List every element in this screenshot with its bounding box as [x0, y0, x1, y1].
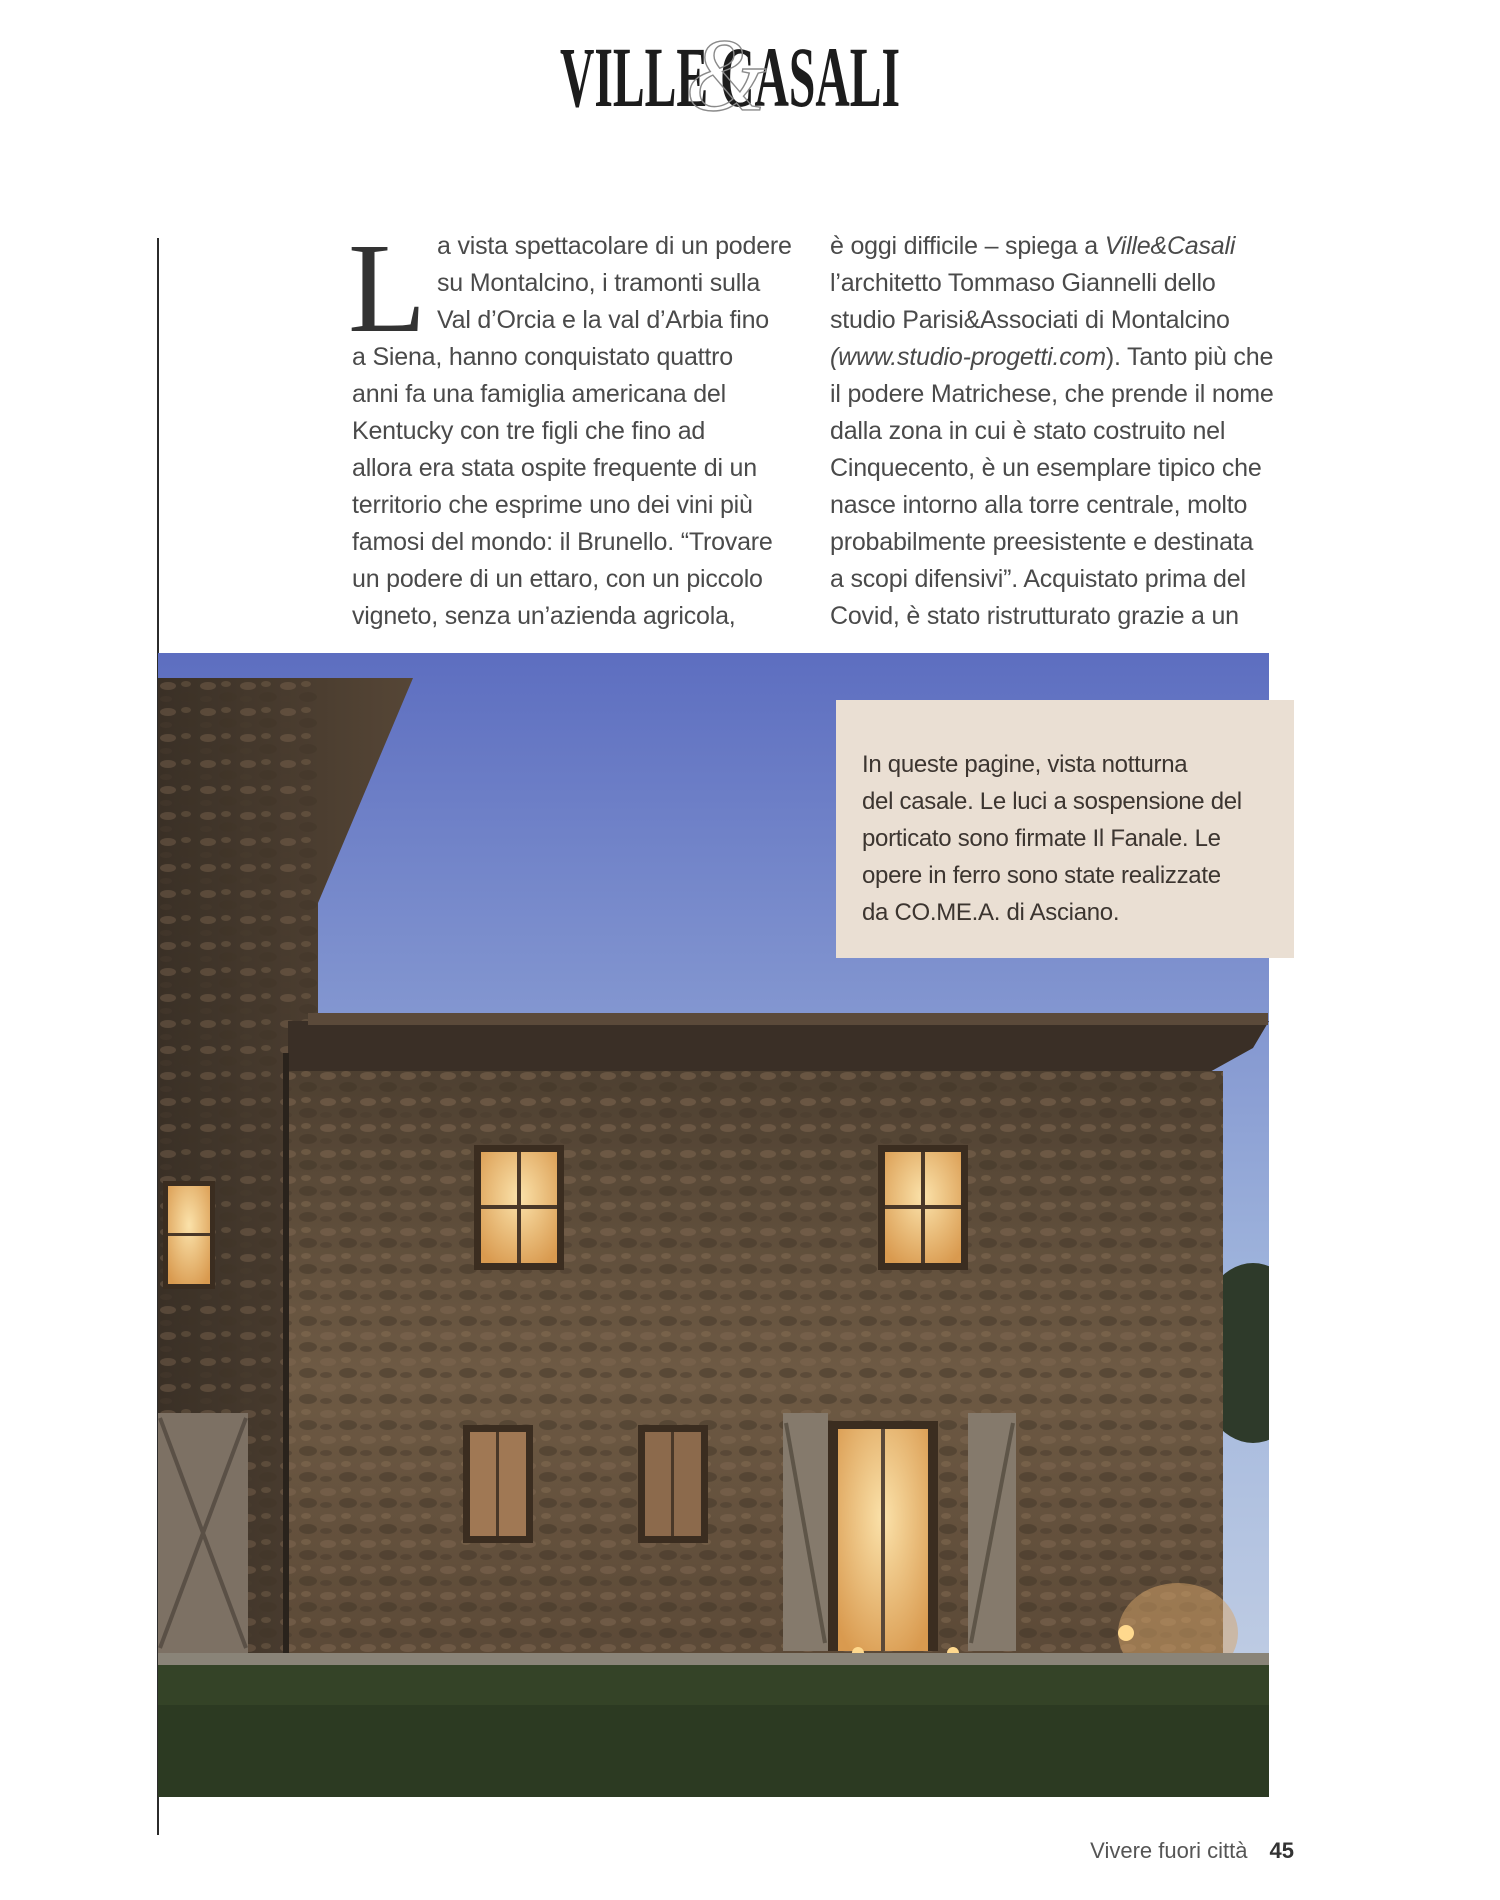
section-name: Vivere fuori città [1090, 1838, 1248, 1863]
article-line: famosi del mondo: il Brunello. “Trovare [352, 528, 773, 556]
caption-line: da CO.ME.A. di Asciano. [862, 899, 1120, 926]
caption-line: del casale. Le luci a sospensione del [862, 788, 1242, 815]
article-line: Kentucky con tre figli che fino ad [352, 417, 706, 445]
article-text: ). Tanto più che [1105, 343, 1274, 371]
article-column-left [352, 228, 812, 635]
svg-text:VILLE CASALI: VILLE CASALI [560, 29, 900, 124]
caption-line: porticato sono firmate Il Fanale. Le [862, 825, 1221, 852]
article-line: nasce intorno alla torre centrale, molto [830, 491, 1248, 519]
article-line: un podere di un ettaro, con un piccolo [352, 565, 763, 593]
masthead-logo-art [550, 14, 910, 124]
article-line: il podere Matrichese, che prende il nome [830, 380, 1274, 408]
website-link[interactable]: (www.studio-progetti.com [830, 343, 1106, 371]
masthead-logo [550, 14, 910, 124]
article-line: probabilmente preesistente e destinata [830, 528, 1254, 556]
article-line: dalla zona in cui è stato costruito nel [830, 417, 1226, 445]
article-line: Covid, è stato ristrutturato grazie a un [830, 602, 1239, 630]
article-line [830, 339, 1300, 376]
article-line: su Montalcino, i tramonti sulla [437, 269, 761, 297]
article-line: a vista spettacolare di un podere [437, 232, 792, 260]
article-line [830, 228, 1300, 265]
article-line: a scopi difensivi”. Acquistato prima del [830, 565, 1246, 593]
photo-caption-box [836, 700, 1294, 958]
drop-cap: L [348, 217, 427, 359]
caption-line: In queste pagine, vista notturna [862, 751, 1188, 778]
article-line: Cinquecento, è un esemplare tipico che [830, 454, 1262, 482]
caption-line: opere in ferro sono state realizzate [862, 862, 1221, 889]
article-line: anni fa una famiglia americana del [352, 380, 726, 408]
article-line: l’architetto Tommaso Giannelli dello [830, 269, 1216, 297]
article-line: studio Parisi&Associati di Montalcino [830, 306, 1230, 334]
article-line: allora era stata ospite frequente di un [352, 454, 757, 482]
article-line: territorio che esprime uno dei vini più [352, 491, 753, 519]
photo-caption [862, 746, 1266, 931]
article-text: è oggi difficile – spiega a [830, 232, 1105, 260]
article-column-right [830, 228, 1300, 635]
svg-text:&: & [685, 18, 767, 124]
article-line: vigneto, senza un’azienda agricola, [352, 602, 736, 630]
page-number: 45 [1269, 1838, 1294, 1863]
article-line: a Siena, hanno conquistato quattro [352, 343, 733, 371]
magazine-name: Ville&Casali [1104, 232, 1236, 260]
page-footer [1090, 1838, 1294, 1864]
article-line: Val d’Orcia e la val d’Arbia fino [437, 306, 769, 334]
